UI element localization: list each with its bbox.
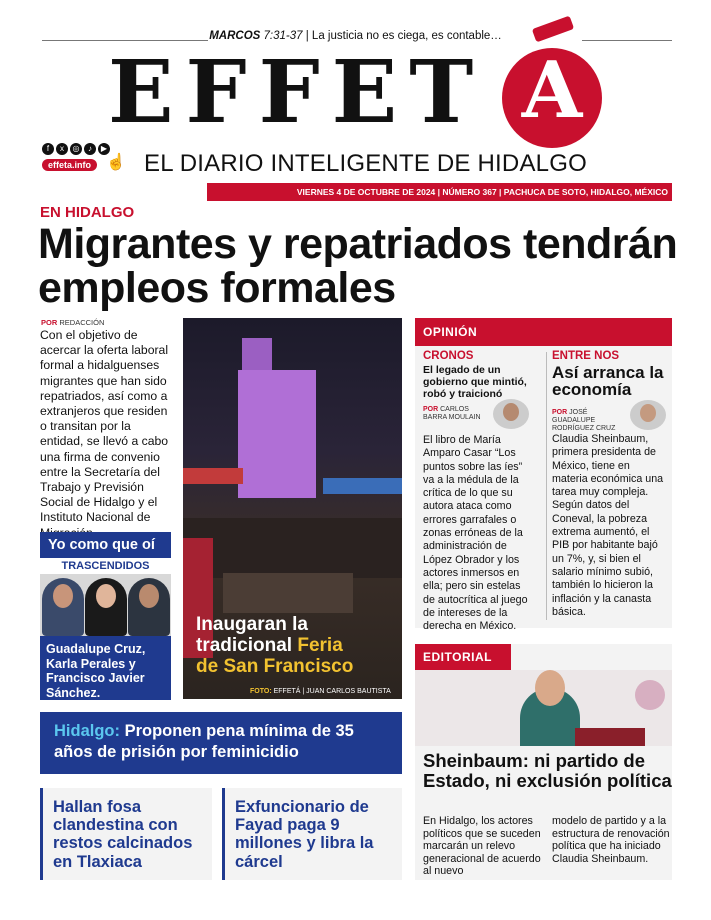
photo-credit <box>250 688 391 695</box>
decorative-flower <box>635 680 665 710</box>
credit-label: FOTO: <box>250 688 272 695</box>
speaker-head <box>535 670 565 706</box>
lead-body: Con el objetivo de acercar la oferta laboral formal a hidalguenses migrantes que han sido repatriados, así como a extranjeros que residen o transitan por la entidad, se llevó a cabo una firma de convenio entre la Secretaría del Trabajo y Previsión Social de Hidalgo y el Instituto Nacional de <box>40 328 169 525</box>
fosa-story[interactable]: Hallan fosa clandestina con restos calcinados en Tlaxiaca <box>40 788 212 880</box>
opinion-kicker-cronos: CRONOS <box>423 350 474 362</box>
opinion-section-title: OPINIÓN <box>415 318 672 346</box>
trascendidos-names[interactable]: Guadalupe Cruz, Karla Perales y Francisco Javier Sánchez. <box>40 636 171 700</box>
pointing-hand-icon: ☝ <box>106 154 126 171</box>
opinion-body-1: El libro de María Amparo Casar “Los puntos sobre las íes” va a la médula de la crítica de lo que su autora ataca como errores garrafales o zonas erróneas de la administración de López Obrador y los actores inmersos en ella; pero sin estelas de autocrítica al juego de intereses de la derecha en México. <box>423 434 528 633</box>
feminicidio-story[interactable] <box>40 712 402 774</box>
stall-awning <box>183 468 243 484</box>
stairs <box>223 573 353 613</box>
trascendidos-label: TRASCENDIDOS <box>61 560 150 572</box>
verse-reference: MARCOS <box>209 30 261 42</box>
byline-por: POR <box>41 318 58 327</box>
story-highlight: Hidalgo: <box>54 722 120 740</box>
person-photo <box>85 578 127 636</box>
lead-byline <box>41 318 104 327</box>
editorial-photo[interactable] <box>415 670 672 746</box>
editorial-body-2: modelo de partido y a la estructura de renovación política que ha iniciado Claudia Sheinbaum. <box>552 815 670 865</box>
person-photo <box>42 578 84 636</box>
tagline: EL DIARIO INTELIGENTE DE HIDALGO <box>144 150 587 177</box>
fayad-story[interactable]: Exfuncionario de Fayad paga 9 millones y libra la cárcel <box>222 788 402 880</box>
crowd <box>183 518 402 578</box>
opinion-title-2[interactable]: Así arranca la economía <box>552 363 664 399</box>
podium <box>575 728 645 746</box>
social-icons <box>42 143 110 155</box>
caption-part: tradicional <box>196 635 293 656</box>
byline-name: JOSÉ GUADALUPE RODRÍGUEZ CRUZ <box>552 409 616 432</box>
caption-highlight: de San Francisco <box>196 656 354 677</box>
trascendidos-section-title: Yo como que oí <box>40 532 171 558</box>
verse-text: | La justicia no es ciega, es contable… <box>305 30 502 42</box>
opinion-divider <box>546 352 547 620</box>
trascendidos-photos <box>40 574 171 636</box>
stall-awning <box>323 478 402 494</box>
divider-right <box>582 40 672 41</box>
youtube-icon[interactable]: ▶ <box>98 143 110 155</box>
opinion-kicker-entre-nos: ENTRE NOS <box>552 350 620 362</box>
caption-part: Inaugaran la <box>196 614 308 635</box>
byline-por: POR <box>552 409 568 416</box>
x-icon[interactable]: x <box>56 143 68 155</box>
opinion-byline-1 <box>423 406 491 422</box>
background-lettering <box>415 690 495 746</box>
editorial-title[interactable]: Sheinbaum: ni partido de Estado, ni exclusión política <box>423 750 672 791</box>
divider-left <box>42 40 208 41</box>
facebook-icon[interactable]: f <box>42 143 54 155</box>
opinion-body-2: Claudia Sheinbaum, primera presidenta de México, tiene en materia económica una tarea muy compleja. Según datos del Coneval, la pobreza extrema aumentó, el PIB por habitante bajó un 7%, y, si bien el salario mínimo subió, también lo hicieron la inflación y la canasta básica. <box>552 433 664 618</box>
credit-text: EFFETÁ | JUAN CARLOS BAUTISTA <box>273 688 391 695</box>
opinion-title-1[interactable]: El legado de un gobierno que mintió, robó y traicionó <box>423 364 527 400</box>
opinion-byline-2 <box>552 409 632 433</box>
byline-name: REDACCIÓN <box>59 318 105 327</box>
story-text: Proponen pena mínima de 35 años de prisión por feminicidio <box>54 722 354 761</box>
editorial-section-title: EDITORIAL <box>415 644 511 670</box>
instagram-icon[interactable]: ◎ <box>70 143 82 155</box>
church-facade <box>238 370 316 498</box>
author-photo <box>493 399 529 429</box>
tiktok-icon[interactable]: ♪ <box>84 143 96 155</box>
caption-highlight: Feria <box>297 635 343 656</box>
person-photo <box>128 578 170 636</box>
masthead-accent-letter: A <box>521 45 583 136</box>
dateline-bar: VIERNES 4 DE OCTUBRE DE 2024 | NÚMERO 367 | PACHUCA DE SOTO, HIDALGO, MÉXICO <box>207 183 672 201</box>
masthead-logo[interactable]: EFFET <box>108 42 486 143</box>
verse-number: 7:31-37 <box>263 30 303 42</box>
photo-caption[interactable] <box>196 614 396 677</box>
byline-name: CARLOS BARRA MOULAIN <box>423 406 481 421</box>
author-photo <box>630 400 666 430</box>
site-link[interactable]: effeta.info <box>42 159 97 171</box>
lead-kicker: EN HIDALGO <box>40 204 135 221</box>
editorial-body-1: En Hidalgo, los actores políticos que se suceden marcarán un relevo generacional de acuerdo al nuevo <box>423 815 541 878</box>
byline-por: POR <box>423 406 439 413</box>
main-headline[interactable]: Migrantes y repatriados tendrán empleos formales <box>38 220 678 312</box>
